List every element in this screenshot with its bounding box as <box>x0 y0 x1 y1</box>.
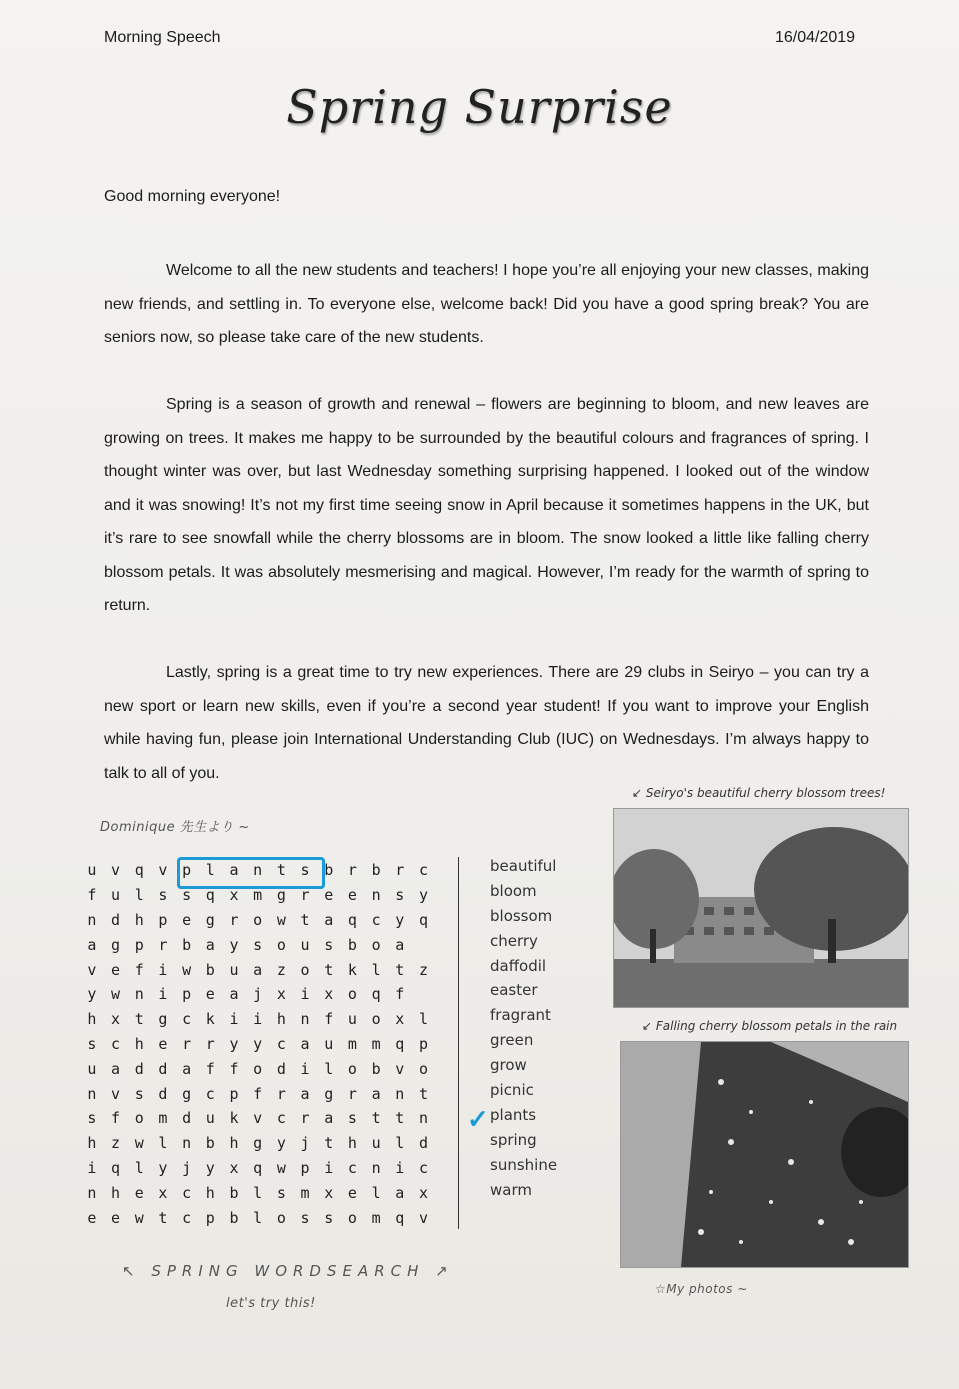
wordsearch-letter: m <box>300 1183 310 1202</box>
wordsearch-letter: c <box>418 1158 428 1177</box>
wordsearch-letter: t <box>418 1084 428 1103</box>
wordsearch-letter: p <box>205 1208 215 1227</box>
wordsearch-letter: i <box>253 1010 263 1029</box>
wordsearch-letter: s <box>395 886 405 905</box>
wordsearch-letter: i <box>158 985 168 1004</box>
wordsearch-letter: f <box>395 985 405 1004</box>
wordsearch-letter: r <box>347 861 357 880</box>
wordsearch-letter: t <box>371 1109 381 1128</box>
wordsearch-letter: l <box>134 886 144 905</box>
wordsearch-letter: d <box>418 1134 428 1153</box>
wordsearch-letter: i <box>324 1158 334 1177</box>
wordsearch-letter: e <box>134 1183 144 1202</box>
wordsearch-letter: m <box>371 1208 381 1227</box>
wordsearch-letter: r <box>395 861 405 880</box>
wordsearch-letter: f <box>229 1059 239 1078</box>
wordsearch-letter: x <box>324 985 334 1004</box>
wordsearch-letter: w <box>134 1134 144 1153</box>
wordsearch-row <box>80 932 442 957</box>
wordsearch-row <box>80 1156 442 1181</box>
wordsearch-letter: u <box>87 861 97 880</box>
wordsearch-letter: l <box>253 1208 263 1227</box>
wordsearch-letter: y <box>276 1134 286 1153</box>
wordsearch-letter: b <box>324 861 334 880</box>
wordsearch-letter: p <box>182 985 192 1004</box>
header-label: Morning Speech <box>104 29 221 46</box>
wordsearch-letter: u <box>111 886 121 905</box>
wordsearch-letter: y <box>87 985 97 1004</box>
wordsearch-row <box>80 1032 442 1057</box>
wordsearch-letter: q <box>395 1208 405 1227</box>
wordsearch-letter: l <box>371 1183 381 1202</box>
wordsearch-letter: b <box>182 935 192 954</box>
wordsearch-row <box>80 1007 442 1032</box>
wordsearch-letter: d <box>182 1109 192 1128</box>
wordsearch-letter: u <box>300 935 310 954</box>
wordsearch-letter: h <box>347 1134 357 1153</box>
wordsearch-letter: t <box>300 910 310 929</box>
wordsearch-letter: h <box>205 1183 215 1202</box>
wordsearch-letter: a <box>300 1034 310 1053</box>
word-list-item: bloom <box>490 881 537 900</box>
wordsearch-letter: x <box>111 1010 121 1029</box>
wordsearch-letter: f <box>324 1010 334 1029</box>
wordsearch-letter: r <box>300 886 310 905</box>
wordsearch-letter: n <box>300 1010 310 1029</box>
wordsearch-letter: d <box>111 910 121 929</box>
wordsearch-letter: p <box>182 861 192 880</box>
wordsearch-letter: u <box>324 1034 334 1053</box>
greeting: Good morning everyone! <box>104 188 281 205</box>
wordsearch-letter: a <box>371 1084 381 1103</box>
wordsearch-letter: o <box>347 1208 357 1227</box>
wordsearch-letter: y <box>158 1158 168 1177</box>
wordsearch-letter: l <box>324 1059 334 1078</box>
wordsearch-letter: r <box>229 910 239 929</box>
wordsearch-letter: f <box>111 1109 121 1128</box>
wordsearch-letter: e <box>182 910 192 929</box>
wordsearch-letter: n <box>87 1084 97 1103</box>
wordsearch-letter: n <box>395 1084 405 1103</box>
wordsearch-letter: m <box>253 886 263 905</box>
falling-petals-photo <box>620 1041 909 1268</box>
wordsearch-letter: u <box>229 960 239 979</box>
wordsearch-letter: x <box>395 1010 405 1029</box>
wordsearch-letter: y <box>229 935 239 954</box>
wordsearch-letter: p <box>418 1034 428 1053</box>
wordsearch-letter: e <box>111 960 121 979</box>
wordsearch-letter: a <box>324 910 334 929</box>
wordsearch-letter: d <box>276 1059 286 1078</box>
wordsearch-letter: c <box>205 1084 215 1103</box>
wordsearch-letter: s <box>276 1183 286 1202</box>
wordsearch-letter: t <box>134 1010 144 1029</box>
header-date: 16/04/2019 <box>775 29 856 46</box>
wordsearch-row <box>80 1205 442 1230</box>
word-list-item: sunshine <box>490 1155 558 1174</box>
wordsearch-row <box>80 1056 442 1081</box>
wordsearch-letter: g <box>276 886 286 905</box>
word-list-item: spring <box>490 1130 537 1149</box>
wordsearch-letter: d <box>134 1059 144 1078</box>
word-list-item: grow <box>490 1056 527 1075</box>
wordsearch-letter: c <box>111 1034 121 1053</box>
wordsearch-letter: h <box>134 910 144 929</box>
wordsearch-letter: e <box>205 985 215 1004</box>
wordsearch-letter: o <box>371 1010 381 1029</box>
wordsearch-letter: t <box>158 1208 168 1227</box>
wordsearch-letter: k <box>205 1010 215 1029</box>
wordsearch-letter: f <box>253 1084 263 1103</box>
wordsearch-letter: o <box>371 935 381 954</box>
word-list <box>490 857 557 1205</box>
word-list-item: blossom <box>490 906 553 925</box>
wordsearch-letter: v <box>87 960 97 979</box>
wordsearch-letter: r <box>158 935 168 954</box>
paragraph-clubs: Lastly, spring is a great time to try new experiences. There are 29 clubs in Seiryo – you can try a new sport or learn new skills, even if you’re a second year student! If you want to improve your English while having fun, please join International Understanding Club (IUC) on Wednesdays. I’m always happy to talk to all of you. <box>104 664 869 782</box>
wordsearch-letter: b <box>371 861 381 880</box>
wordsearch-letter: g <box>111 935 121 954</box>
wordsearch-letter: o <box>276 1208 286 1227</box>
wordsearch-letter: p <box>134 935 144 954</box>
wordsearch-letter: y <box>253 1034 263 1053</box>
wordsearch-letter: q <box>418 910 428 929</box>
checkmark-icon: ✓ <box>467 1104 489 1134</box>
wordsearch-letter: v <box>395 1059 405 1078</box>
word-list-item: easter <box>490 981 538 1000</box>
wordsearch-letter: e <box>87 1208 97 1227</box>
wordsearch-row <box>80 1081 442 1106</box>
wordsearch-letter: u <box>371 1134 381 1153</box>
photo1-caption: ↙ Seiryo's beautiful cherry blossom trees! <box>632 786 886 800</box>
wordsearch-letter: a <box>229 861 239 880</box>
wordsearch-letter: e <box>158 1034 168 1053</box>
wordsearch-letter: h <box>134 1034 144 1053</box>
wordsearch-letter: v <box>111 861 121 880</box>
wordsearch-letter: s <box>300 861 310 880</box>
wordsearch-letter: g <box>158 1010 168 1029</box>
wordsearch-letter: s <box>87 1034 97 1053</box>
wordsearch-letter: l <box>253 1183 263 1202</box>
wordsearch-letter: h <box>111 1183 121 1202</box>
wordsearch-letter: w <box>134 1208 144 1227</box>
wordsearch-letter: m <box>347 1034 357 1053</box>
wordsearch-letter: r <box>182 1034 192 1053</box>
wordsearch-letter: m <box>371 1034 381 1053</box>
wordsearch-letter: n <box>134 985 144 1004</box>
wordsearch-letter: s <box>182 886 192 905</box>
wordsearch-letter: i <box>395 1158 405 1177</box>
wordsearch-letter: r <box>276 1084 286 1103</box>
wordsearch-letter: n <box>253 861 263 880</box>
wordsearch-letter: l <box>371 960 381 979</box>
wordsearch-grid <box>80 858 442 1230</box>
wordsearch-letter: z <box>418 960 428 979</box>
wordsearch-letter: w <box>276 1158 286 1177</box>
wordsearch-letter: q <box>111 1158 121 1177</box>
wordsearch-letter: u <box>347 1010 357 1029</box>
handwritten-signature: Dominique 先生より ~ <box>100 820 250 835</box>
wordsearch-letter: u <box>205 1109 215 1128</box>
wordsearch-row <box>80 957 442 982</box>
word-list-item: picnic <box>490 1081 534 1100</box>
wordsearch-letter: h <box>87 1010 97 1029</box>
wordsearch-letter: e <box>324 886 334 905</box>
wordsearch-letter: b <box>371 1059 381 1078</box>
wordsearch-letter: b <box>229 1183 239 1202</box>
word-list-item: fragrant <box>490 1006 551 1025</box>
wordsearch-letter: a <box>182 1059 192 1078</box>
wordsearch-letter: a <box>395 1183 405 1202</box>
wordsearch-letter: v <box>253 1109 263 1128</box>
wordsearch-letter: q <box>134 861 144 880</box>
wordsearch-letter: v <box>418 1208 428 1227</box>
wordsearch-letter: n <box>87 1183 97 1202</box>
wordsearch-letter: x <box>229 1158 239 1177</box>
wordsearch-letter: w <box>276 910 286 929</box>
wordsearch-letter: d <box>158 1059 168 1078</box>
wordsearch-letter: x <box>276 985 286 1004</box>
wordsearch-letter: s <box>134 1084 144 1103</box>
wordsearch-letter: q <box>371 985 381 1004</box>
wordsearch-letter: s <box>300 1208 310 1227</box>
wordsearch-letter: o <box>300 960 310 979</box>
wordsearch-letter: h <box>229 1134 239 1153</box>
wordsearch-letter: h <box>87 1134 97 1153</box>
wordsearch-letter: z <box>111 1134 121 1153</box>
word-list-item: cherry <box>490 931 538 950</box>
wordsearch-letter: p <box>300 1158 310 1177</box>
wordsearch-letter: o <box>347 1059 357 1078</box>
wordsearch-letter: j <box>300 1134 310 1153</box>
wordsearch-letter: k <box>347 960 357 979</box>
wordsearch-letter: d <box>158 1084 168 1103</box>
wordsearch-letter: a <box>87 935 97 954</box>
wordsearch-letter: o <box>253 910 263 929</box>
photo2-caption: ↙ Falling cherry blossom petals in the rain <box>642 1019 898 1033</box>
wordsearch-letter: e <box>347 1183 357 1202</box>
wordsearch-letter: s <box>347 1109 357 1128</box>
wordsearch-letter: i <box>158 960 168 979</box>
wordsearch-letter: r <box>205 1034 215 1053</box>
wordsearch-letter: i <box>300 1059 310 1078</box>
wordsearch-letter: r <box>300 1109 310 1128</box>
wordsearch-letter: i <box>87 1158 97 1177</box>
wordsearch-letter: f <box>205 1059 215 1078</box>
my-photos-note: ☆My photos ~ <box>655 1282 748 1296</box>
wordsearch-letter: z <box>276 960 286 979</box>
wordsearch-letter: t <box>276 861 286 880</box>
wordsearch-letter: g <box>205 910 215 929</box>
wordsearch-letter: b <box>229 1208 239 1227</box>
wordsearch-letter: e <box>111 1208 121 1227</box>
wordsearch-letter: n <box>418 1109 428 1128</box>
wordsearch-letter: a <box>324 1109 334 1128</box>
wordsearch-letter: t <box>324 1134 334 1153</box>
wordsearch-row <box>80 982 442 1007</box>
wordsearch-letter: t <box>395 960 405 979</box>
wordsearch-letter: v <box>158 861 168 880</box>
wordsearch-letter: j <box>253 985 263 1004</box>
wordsearch-letter: s <box>158 886 168 905</box>
wordsearch-letter: b <box>205 1134 215 1153</box>
wordsearch-letter: j <box>182 1158 192 1177</box>
wordsearch-letter: e <box>347 886 357 905</box>
wordsearch-letter: q <box>205 886 215 905</box>
wordsearch-letter: o <box>418 1059 428 1078</box>
wordsearch-letter: a <box>205 935 215 954</box>
wordsearch-letter: w <box>182 960 192 979</box>
word-list-item: beautiful <box>490 857 557 875</box>
page-title: Spring Surprise <box>286 80 673 134</box>
wordsearch-letter: n <box>371 886 381 905</box>
wordsearch-letter: w <box>111 985 121 1004</box>
wordsearch-letter: x <box>324 1183 334 1202</box>
wordsearch-letter: r <box>347 1084 357 1103</box>
word-list-item: green <box>490 1031 534 1050</box>
wordsearch-letter: c <box>371 910 381 929</box>
wordsearch-letter: p <box>229 1084 239 1103</box>
wordsearch-letter: s <box>253 935 263 954</box>
wordsearch-row <box>80 908 442 933</box>
word-list-item: warm <box>490 1180 532 1199</box>
wordsearch-letter: u <box>87 1059 97 1078</box>
wordsearch-letter: q <box>347 910 357 929</box>
wordsearch-letter: m <box>158 1109 168 1128</box>
wordsearch-letter: b <box>347 935 357 954</box>
wordsearch-letter: q <box>253 1158 263 1177</box>
wordsearch-letter: i <box>300 985 310 1004</box>
wordsearch-letter: x <box>158 1183 168 1202</box>
wordsearch-letter: c <box>418 861 428 880</box>
wordsearch-row <box>80 1131 442 1156</box>
wordsearch-letter: l <box>134 1158 144 1177</box>
paragraph-spring: Spring is a season of growth and renewal – flowers are beginning to bloom, and new leaves are growing on trees. It makes me happy to be surrounded by the beautiful colours and fragrances of spring. I thought winter was over, but last Wednesday something surprising happened. I looked out of the window and it was snowing! It’s not my first time seeing snow in April because it sometimes happens in the UK, but it’s rare to see snowfall while the cherry blossoms are in bloom. The snow looked a little like falling cherry blossom petals. It was absolutely mesmerising and magical. However, I’m ready for the warmth of spring to return. <box>104 396 869 614</box>
wordsearch-letter: s <box>324 935 334 954</box>
wordsearch-letter: k <box>229 1109 239 1128</box>
wordsearch-letter: y <box>418 886 428 905</box>
try-this-note: let's try this! <box>226 1296 316 1311</box>
wordsearch-letter: a <box>111 1059 121 1078</box>
wordsearch-row <box>80 1180 442 1205</box>
wordsearch-letter: o <box>347 985 357 1004</box>
wordsearch-letter: o <box>276 935 286 954</box>
word-list-item: plants <box>490 1105 537 1124</box>
divider <box>458 857 459 1229</box>
wordsearch-letter: l <box>395 1134 405 1153</box>
wordsearch-letter: o <box>134 1109 144 1128</box>
wordsearch-letter: g <box>324 1084 334 1103</box>
wordsearch-letter: t <box>324 960 334 979</box>
wordsearch-letter: y <box>205 1158 215 1177</box>
paragraph-welcome: Welcome to all the new students and teachers! I hope you’re all enjoying your new classes, making new friends, and settling in. To everyone else, welcome back! Did you have a good spring break? You are seniors now, so please take care of the new students. <box>104 262 869 346</box>
wordsearch-letter: c <box>182 1010 192 1029</box>
wordsearch-letter: b <box>205 960 215 979</box>
wordsearch-letter: g <box>182 1084 192 1103</box>
wordsearch-row <box>80 1106 442 1131</box>
wordsearch-letter: q <box>395 1034 405 1053</box>
wordsearch-letter: x <box>229 886 239 905</box>
wordsearch-letter: g <box>253 1134 263 1153</box>
wordsearch-letter: o <box>253 1059 263 1078</box>
wordsearch-letter: n <box>182 1134 192 1153</box>
wordsearch-letter: c <box>276 1034 286 1053</box>
wordsearch-letter: a <box>229 985 239 1004</box>
wordsearch-letter: c <box>182 1208 192 1227</box>
wordsearch-letter: y <box>229 1034 239 1053</box>
wordsearch-letter: p <box>158 910 168 929</box>
wordsearch-letter: f <box>87 886 97 905</box>
wordsearch-letter: y <box>395 910 405 929</box>
wordsearch-letter: v <box>111 1084 121 1103</box>
wordsearch-letter: a <box>253 960 263 979</box>
word-list-item: daffodil <box>490 956 547 975</box>
wordsearch-letter: n <box>87 910 97 929</box>
wordsearch-letter: a <box>300 1084 310 1103</box>
wordsearch-letter: l <box>205 861 215 880</box>
wordsearch-letter: n <box>371 1158 381 1177</box>
wordsearch-letter: i <box>229 1010 239 1029</box>
wordsearch-letter: a <box>395 935 405 954</box>
wordsearch-letter: s <box>324 1208 334 1227</box>
wordsearch-letter: h <box>276 1010 286 1029</box>
cherry-trees-photo <box>613 808 909 1008</box>
wordsearch-letter: l <box>158 1134 168 1153</box>
wordsearch-letter: c <box>347 1158 357 1177</box>
wordsearch-letter: c <box>182 1183 192 1202</box>
wordsearch-letter: t <box>395 1109 405 1128</box>
wordsearch-letter: s <box>87 1109 97 1128</box>
wordsearch-label: ↖ SPRING WORDSEARCH ↗ <box>122 1262 454 1280</box>
found-word-highlight <box>177 857 325 889</box>
wordsearch-letter: c <box>276 1109 286 1128</box>
wordsearch-letter: l <box>418 1010 428 1029</box>
wordsearch-letter: x <box>418 1183 428 1202</box>
wordsearch-letter: f <box>134 960 144 979</box>
